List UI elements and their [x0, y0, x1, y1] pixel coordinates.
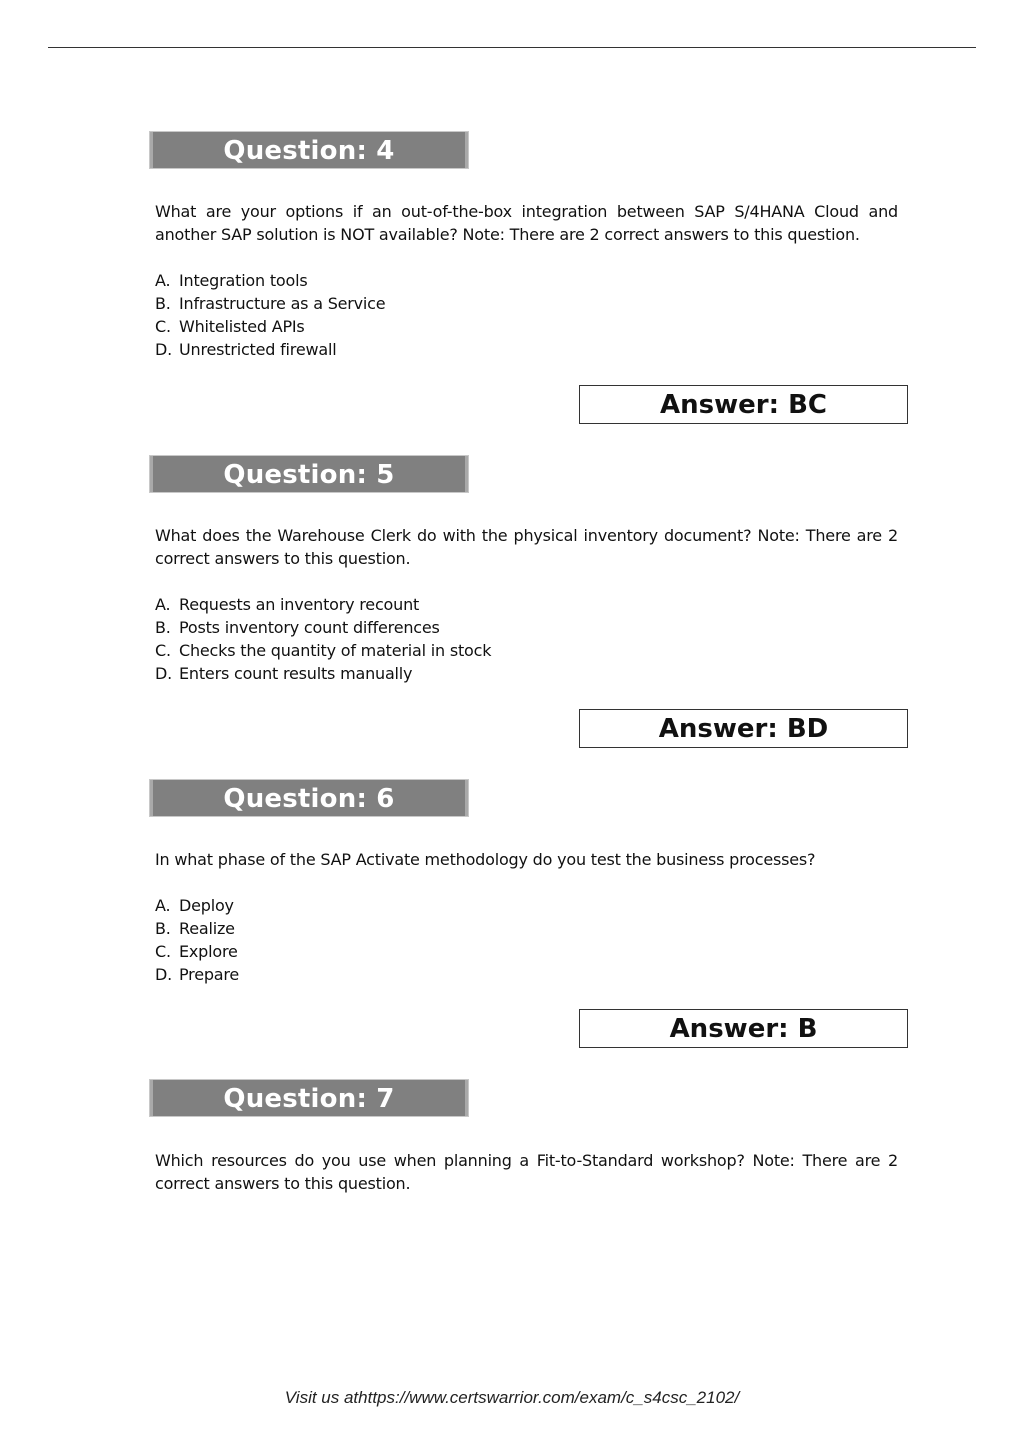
- question-5-text: What does the Warehouse Clerk do with the physical inventory document? Note: There are 2 correct answers to this question.: [155, 526, 898, 568]
- option-label: Explore: [179, 942, 238, 961]
- option-d: [155, 662, 491, 685]
- option-label: Checks the quantity of material in stock: [179, 641, 492, 660]
- question-5-heading: Question: 5: [149, 455, 469, 493]
- question-4-options: [155, 269, 385, 361]
- option-label: Deploy: [179, 896, 234, 915]
- option-b: [155, 292, 385, 315]
- option-c: [155, 315, 385, 338]
- option-c: [155, 639, 491, 662]
- question-4-text: What are your options if an out-of-the-box integration between SAP S/4HANA Cloud and another SAP solution is NOT available? Note: There are 2 correct answers to this question.: [155, 202, 898, 244]
- question-6-text: In what phase of the SAP Activate methodology do you test the business processes?: [155, 850, 816, 869]
- option-letter: C.: [155, 641, 171, 660]
- question-4-answer: Answer: BC: [579, 385, 908, 424]
- option-label: Prepare: [179, 965, 240, 984]
- option-b: [155, 616, 491, 639]
- question-5-answer: Answer: BD: [579, 709, 908, 748]
- option-d: [155, 963, 239, 986]
- option-a: [155, 894, 239, 917]
- question-6-heading: Question: 6: [149, 779, 469, 817]
- option-d: [155, 338, 385, 361]
- option-letter: C.: [155, 317, 171, 336]
- question-6-options: [155, 894, 239, 986]
- option-c: [155, 940, 239, 963]
- option-letter: A.: [155, 271, 171, 290]
- option-a: [155, 593, 491, 616]
- option-a: [155, 269, 385, 292]
- option-label: Posts inventory count differences: [179, 618, 440, 637]
- option-label: Requests an inventory recount: [179, 595, 420, 614]
- option-letter: B.: [155, 294, 171, 313]
- option-letter: A.: [155, 595, 171, 614]
- option-letter: A.: [155, 896, 171, 915]
- question-7-heading: Question: 7: [149, 1079, 469, 1117]
- option-label: Realize: [179, 919, 235, 938]
- option-letter: C.: [155, 942, 171, 961]
- question-6-answer: Answer: B: [579, 1009, 908, 1048]
- option-label: Infrastructure as a Service: [179, 294, 386, 313]
- option-letter: D.: [155, 664, 173, 683]
- option-label: Whitelisted APIs: [179, 317, 305, 336]
- question-5-options: [155, 593, 491, 685]
- option-letter: B.: [155, 618, 171, 637]
- option-letter: D.: [155, 340, 173, 359]
- option-letter: D.: [155, 965, 173, 984]
- footer-visit-link[interactable]: Visit us athttps://www.certswarrior.com/exam/c_s4csc_2102/: [284, 1388, 740, 1407]
- question-7-text: Which resources do you use when planning a Fit-to-Standard workshop? Note: There are 2 correct answers to this question.: [155, 1151, 898, 1193]
- header-rule: [48, 47, 976, 48]
- option-letter: B.: [155, 919, 171, 938]
- option-label: Integration tools: [179, 271, 308, 290]
- question-4-heading: Question: 4: [149, 131, 469, 169]
- option-b: [155, 917, 239, 940]
- option-label: Enters count results manually: [179, 664, 413, 683]
- option-label: Unrestricted firewall: [179, 340, 337, 359]
